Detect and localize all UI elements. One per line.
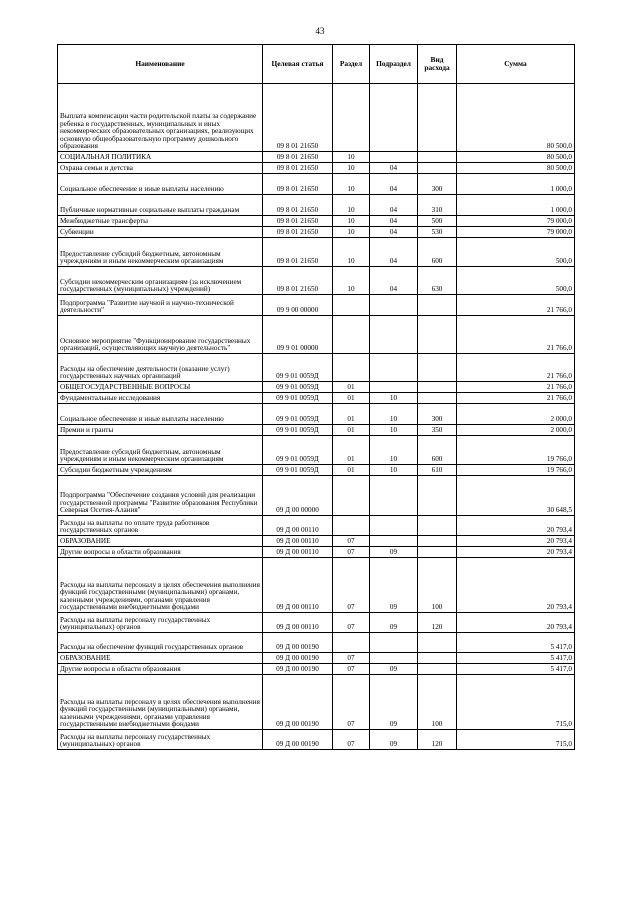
table-cell-target: 09 Д 00 00190 <box>263 633 333 653</box>
table-cell-expense-type <box>418 664 457 675</box>
table-cell-subsection: 10 <box>370 436 418 465</box>
table-cell-target: 09 8 01 21650 <box>263 227 333 238</box>
table-row <box>58 295 575 316</box>
table-cell-expense-type <box>418 295 457 316</box>
table-cell-subsection: 10 <box>370 393 418 404</box>
table-cell-name: Социальное обеспечение и иные выплаты населению <box>58 404 263 425</box>
table-cell-subsection <box>370 316 418 354</box>
header-target: Целевая статья <box>263 45 333 84</box>
table-cell-section: 01 <box>333 393 370 404</box>
table-cell-target: 09 8 01 21650 <box>263 216 333 227</box>
table-cell-subsection <box>370 476 418 516</box>
table-cell-subsection <box>370 295 418 316</box>
table-cell-expense-type <box>418 316 457 354</box>
table-cell-section <box>333 516 370 536</box>
table-cell-subsection <box>370 382 418 393</box>
table-cell-target: 09 8 01 21650 <box>263 267 333 295</box>
table-cell-subsection: 10 <box>370 404 418 425</box>
table-cell-expense-type <box>418 547 457 558</box>
table-cell-section: 07 <box>333 558 370 613</box>
table-cell-name: Другие вопросы в области образования <box>58 664 263 675</box>
table-row <box>58 675 575 730</box>
table-cell-expense-type: 120 <box>418 613 457 633</box>
table-cell-expense-type <box>418 382 457 393</box>
table-cell-expense-type: 300 <box>418 404 457 425</box>
table-row <box>58 84 575 152</box>
table-cell-target: 09 9 01 0059Д <box>263 425 333 436</box>
table-cell-expense-type <box>418 633 457 653</box>
table-cell-subsection: 09 <box>370 730 418 750</box>
table-cell-name: Расходы на выплаты персоналу в целях обеспечения выполнения функций государственными (муниципальными) органами, казенными учреждениями, органами управления государственными внебюджетными фондами <box>58 675 263 730</box>
table-cell-target: 09 9 00 00000 <box>263 295 333 316</box>
table-cell-name: Расходы на обеспечение деятельности (оказание услуг) государственных научных организаций <box>58 354 263 382</box>
table-cell-section: 01 <box>333 425 370 436</box>
table-cell-name: Охрана семьи и детства <box>58 163 263 174</box>
table-cell-section: 07 <box>333 730 370 750</box>
budget-table <box>57 44 575 750</box>
table-cell-sum: 30 648,5 <box>457 476 575 516</box>
table-cell-expense-type <box>418 354 457 382</box>
table-cell-expense-type: 610 <box>418 465 457 476</box>
table-cell-sum: 79 000,0 <box>457 216 575 227</box>
table-cell-sum: 21 766,0 <box>457 316 575 354</box>
table-cell-name: Расходы на выплаты персоналу в целях обеспечения выполнения функций государственными (муниципальными) органами, казенными учреждениями, органами управления государственными внебюджетными фондами <box>58 558 263 613</box>
table-cell-expense-type: 500 <box>418 216 457 227</box>
table-cell-sum: 500,0 <box>457 238 575 267</box>
table-cell-subsection: 04 <box>370 174 418 195</box>
table-cell-name: Расходы на выплаты персоналу государственных (муниципальных) органов <box>58 613 263 633</box>
table-cell-name: Социальное обеспечение и иные выплаты населению <box>58 174 263 195</box>
table-cell-name: Субсидии некоммерческим организациям (за исключением государственных (муниципальных) учреждений) <box>58 267 263 295</box>
table-cell-subsection <box>370 536 418 547</box>
table-cell-name: ОБРАЗОВАНИЕ <box>58 653 263 664</box>
table-cell-section: 07 <box>333 547 370 558</box>
table-cell-name: Субвенции <box>58 227 263 238</box>
table-cell-target: 09 Д 00 00190 <box>263 730 333 750</box>
table-cell-name: ОБЩЕГОСУДАРСТВЕННЫЕ ВОПРОСЫ <box>58 382 263 393</box>
table-cell-sum: 5 417,0 <box>457 653 575 664</box>
table-cell-subsection: 09 <box>370 675 418 730</box>
table-cell-subsection <box>370 354 418 382</box>
table-row <box>58 216 575 227</box>
table-row <box>58 476 575 516</box>
table-cell-subsection <box>370 152 418 163</box>
table-cell-name: Подпрограмма "Обеспечение создания условий для реализации государственной программы "Развитие образования Республики Северная Осетия-Алания" <box>58 476 263 516</box>
table-cell-subsection: 09 <box>370 547 418 558</box>
table-cell-expense-type: 310 <box>418 195 457 216</box>
table-cell-expense-type <box>418 393 457 404</box>
table-cell-name: Расходы на выплаты персоналу государственных (муниципальных) органов <box>58 730 263 750</box>
table-cell-name: Субсидии бюджетным учреждениям <box>58 465 263 476</box>
table-cell-sum: 2 000,0 <box>457 404 575 425</box>
table-cell-sum: 2 000,0 <box>457 425 575 436</box>
table-cell-subsection: 04 <box>370 216 418 227</box>
table-row <box>58 730 575 750</box>
table-cell-section <box>333 295 370 316</box>
table-cell-sum: 1 000,0 <box>457 174 575 195</box>
header-name: Наименование <box>58 45 263 84</box>
table-cell-section <box>333 476 370 516</box>
table-row <box>58 267 575 295</box>
table-cell-expense-type: 600 <box>418 238 457 267</box>
table-cell-target: 09 8 01 21650 <box>263 152 333 163</box>
table-cell-sum: 21 766,0 <box>457 393 575 404</box>
table-cell-section: 10 <box>333 195 370 216</box>
table-cell-subsection: 04 <box>370 267 418 295</box>
table-cell-target: 09 Д 00 00110 <box>263 516 333 536</box>
table-cell-section: 07 <box>333 536 370 547</box>
table-row <box>58 547 575 558</box>
table-cell-sum: 80 500,0 <box>457 163 575 174</box>
header-sum: Сумма <box>457 45 575 84</box>
table-cell-name: ОБРАЗОВАНИЕ <box>58 536 263 547</box>
table-cell-target: 09 Д 00 00190 <box>263 653 333 664</box>
table-cell-subsection: 09 <box>370 558 418 613</box>
table-cell-expense-type <box>418 152 457 163</box>
table-cell-target: 09 8 01 21650 <box>263 174 333 195</box>
table-cell-section: 10 <box>333 152 370 163</box>
table-cell-target: 09 9 01 0059Д <box>263 382 333 393</box>
table-cell-section: 07 <box>333 675 370 730</box>
header-subsection: Подраздел <box>370 45 418 84</box>
table-cell-expense-type <box>418 84 457 152</box>
table-cell-sum: 715,0 <box>457 675 575 730</box>
table-row <box>58 558 575 613</box>
table-cell-name: Другие вопросы в области образования <box>58 547 263 558</box>
table-cell-subsection: 04 <box>370 195 418 216</box>
table-cell-name: Публичные нормативные социальные выплаты гражданам <box>58 195 263 216</box>
table-cell-subsection: 10 <box>370 465 418 476</box>
table-row <box>58 465 575 476</box>
table-row <box>58 664 575 675</box>
table-row <box>58 425 575 436</box>
table-row <box>58 354 575 382</box>
table-cell-sum: 20 793,4 <box>457 547 575 558</box>
table-cell-subsection <box>370 84 418 152</box>
table-cell-sum: 21 766,0 <box>457 354 575 382</box>
table-cell-subsection <box>370 653 418 664</box>
table-cell-sum: 21 766,0 <box>457 295 575 316</box>
table-cell-sum: 5 417,0 <box>457 633 575 653</box>
table-cell-name: Расходы на обеспечение функций государственных органов <box>58 633 263 653</box>
table-cell-expense-type: 100 <box>418 558 457 613</box>
table-cell-section: 01 <box>333 382 370 393</box>
table-cell-sum: 80 500,0 <box>457 152 575 163</box>
table-row <box>58 653 575 664</box>
table-cell-section: 10 <box>333 227 370 238</box>
table-cell-name: Подпрограмма "Развитие научной и научно-технической деятельности" <box>58 295 263 316</box>
table-cell-name: СОЦИАЛЬНАЯ ПОЛИТИКА <box>58 152 263 163</box>
table-cell-expense-type <box>418 536 457 547</box>
table-cell-subsection: 04 <box>370 227 418 238</box>
table-cell-sum: 20 793,4 <box>457 558 575 613</box>
table-cell-target: 09 Д 00 00110 <box>263 547 333 558</box>
table-cell-target: 09 Д 00 00000 <box>263 476 333 516</box>
table-cell-subsection <box>370 516 418 536</box>
table-cell-target: 09 9 01 0059Д <box>263 436 333 465</box>
table-cell-section: 10 <box>333 267 370 295</box>
table-cell-subsection <box>370 633 418 653</box>
table-cell-target: 09 9 01 0059Д <box>263 465 333 476</box>
table-cell-target: 09 8 01 21650 <box>263 195 333 216</box>
table-cell-target: 09 Д 00 00190 <box>263 664 333 675</box>
table-cell-target: 09 Д 00 00190 <box>263 675 333 730</box>
table-row <box>58 152 575 163</box>
table-cell-section: 10 <box>333 216 370 227</box>
table-cell-section: 01 <box>333 465 370 476</box>
table-cell-section <box>333 354 370 382</box>
table-row <box>58 316 575 354</box>
table-cell-sum: 79 000,0 <box>457 227 575 238</box>
table-row <box>58 238 575 267</box>
table-cell-section: 01 <box>333 404 370 425</box>
table-row <box>58 436 575 465</box>
table-cell-name: Фундаментальные исследования <box>58 393 263 404</box>
table-cell-subsection: 09 <box>370 613 418 633</box>
table-cell-target: 09 8 01 21650 <box>263 238 333 267</box>
table-cell-target: 09 9 01 0059Д <box>263 404 333 425</box>
table-row <box>58 174 575 195</box>
table-header-row <box>58 45 575 84</box>
table-cell-expense-type: 350 <box>418 425 457 436</box>
table-row <box>58 613 575 633</box>
table-cell-section: 10 <box>333 174 370 195</box>
table-cell-sum: 5 417,0 <box>457 664 575 675</box>
table-cell-expense-type <box>418 476 457 516</box>
table-cell-section: 07 <box>333 613 370 633</box>
table-cell-sum: 715,0 <box>457 730 575 750</box>
table-cell-section: 07 <box>333 664 370 675</box>
table-cell-section: 07 <box>333 653 370 664</box>
table-cell-expense-type: 630 <box>418 267 457 295</box>
table-cell-target: 09 9 01 0059Д <box>263 354 333 382</box>
table-cell-target: 09 8 01 21650 <box>263 163 333 174</box>
page-number: 43 <box>315 26 325 36</box>
table-cell-expense-type: 600 <box>418 436 457 465</box>
table-cell-name: Межбюджетные трансферты <box>58 216 263 227</box>
table-cell-expense-type: 100 <box>418 675 457 730</box>
table-cell-expense-type <box>418 516 457 536</box>
table-row <box>58 393 575 404</box>
table-cell-sum: 1 000,0 <box>457 195 575 216</box>
table-row <box>58 536 575 547</box>
table-cell-name: Выплата компенсации части родительской платы за содержание ребенка в государственных, муниципальных и иных некоммерческих образовательных организациях, реализующих основную общеобразовательную программу дошкольного образования <box>58 84 263 152</box>
table-cell-expense-type <box>418 653 457 664</box>
table-cell-expense-type: 300 <box>418 174 457 195</box>
table-row <box>58 404 575 425</box>
header-section: Раздел <box>333 45 370 84</box>
table-row <box>58 195 575 216</box>
table-row <box>58 516 575 536</box>
table-cell-subsection: 04 <box>370 238 418 267</box>
table-cell-target: 09 Д 00 00110 <box>263 613 333 633</box>
table-cell-section: 10 <box>333 163 370 174</box>
table-cell-subsection: 04 <box>370 163 418 174</box>
table-cell-sum: 20 793,4 <box>457 536 575 547</box>
header-expense-type: Вид расхода <box>418 45 457 84</box>
table-cell-expense-type: 120 <box>418 730 457 750</box>
table-cell-section <box>333 84 370 152</box>
table-cell-sum: 19 766,0 <box>457 465 575 476</box>
table-cell-target: 09 Д 00 00110 <box>263 536 333 547</box>
table-cell-section: 01 <box>333 436 370 465</box>
table-cell-name: Предоставление субсидий бюджетным, автономным учреждениям и иным некоммерческим организациям <box>58 436 263 465</box>
table-row <box>58 382 575 393</box>
table-row <box>58 633 575 653</box>
table-cell-sum: 500,0 <box>457 267 575 295</box>
table-cell-name: Премии и гранты <box>58 425 263 436</box>
table-cell-sum: 19 766,0 <box>457 436 575 465</box>
table-row <box>58 227 575 238</box>
table-cell-section: 10 <box>333 238 370 267</box>
table-cell-name: Основное мероприятие "Функционирование государственных организаций, осуществляющих научную деятельность" <box>58 316 263 354</box>
table-cell-target: 09 Д 00 00110 <box>263 558 333 613</box>
table-cell-subsection: 10 <box>370 425 418 436</box>
table-cell-expense-type: 530 <box>418 227 457 238</box>
table-cell-target: 09 8 01 21650 <box>263 84 333 152</box>
table-row <box>58 163 575 174</box>
table-cell-subsection: 09 <box>370 664 418 675</box>
table-cell-expense-type <box>418 163 457 174</box>
table-cell-section <box>333 316 370 354</box>
table-cell-sum: 20 793,4 <box>457 516 575 536</box>
table-cell-target: 09 9 01 00000 <box>263 316 333 354</box>
table-cell-target: 09 9 01 0059Д <box>263 393 333 404</box>
table-cell-section <box>333 633 370 653</box>
table-cell-name: Расходы на выплаты по оплате труда работников государственных органов <box>58 516 263 536</box>
table-cell-sum: 21 766,0 <box>457 382 575 393</box>
table-cell-sum: 20 793,4 <box>457 613 575 633</box>
table-cell-sum: 80 500,0 <box>457 84 575 152</box>
table-cell-name: Предоставление субсидий бюджетным, автономным учреждениям и иным некоммерческим организациям <box>58 238 263 267</box>
